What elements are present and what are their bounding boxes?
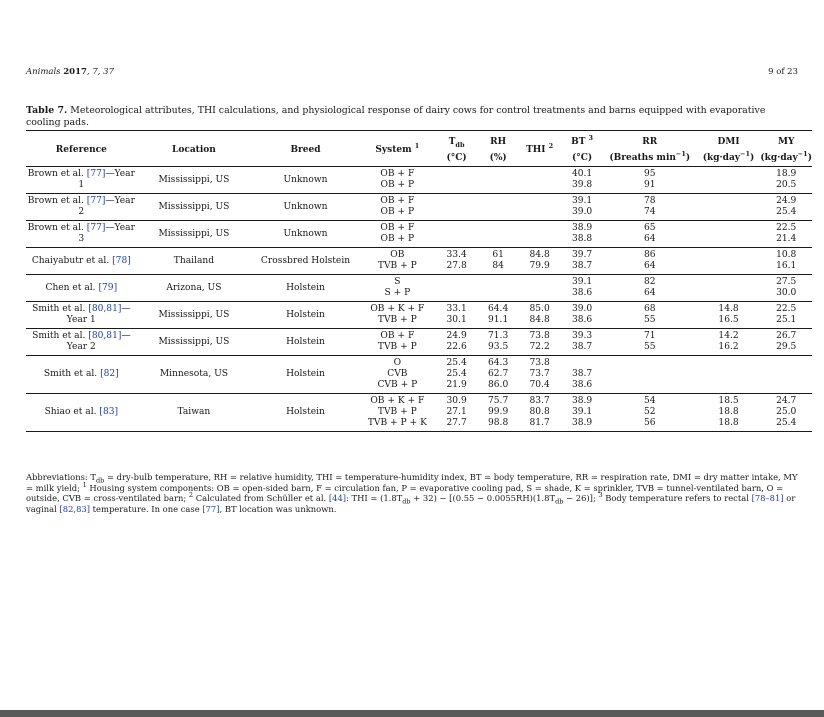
col-my: MY	[778, 136, 795, 147]
cell-rr: 65 64	[643, 223, 656, 244]
citation-link[interactable]: [82]	[100, 369, 119, 379]
col-rr: RR	[642, 136, 658, 147]
table-row	[26, 275, 812, 302]
cell-tdb: 25.4 25.4 21.9	[446, 358, 467, 390]
cell-reference: Smith et al. [80,81]—Year 1	[32, 304, 131, 325]
col-tdb: $T_{db}$	[448, 136, 465, 149]
citation-link[interactable]: [79]	[98, 282, 118, 293]
cell-tdb: 33.4 27.8	[446, 250, 467, 271]
table-row	[26, 194, 812, 221]
unit-rh: (%)	[489, 152, 507, 163]
citation-link[interactable]: [83]	[99, 407, 119, 417]
cell-dmi	[697, 167, 761, 194]
cell-breed: Holstein	[286, 309, 325, 320]
cell-tdb	[435, 275, 478, 302]
cell-system: S S + P	[384, 277, 411, 298]
cell-rh: 64.3 62.7 86.0	[487, 358, 509, 390]
cell-bt: 38.9 39.1 38.9	[571, 396, 593, 428]
citation-link[interactable]: [44]	[328, 493, 347, 503]
citation-link[interactable]: [77]	[202, 503, 220, 514]
cell-location: Arizona, US	[166, 282, 222, 293]
cell-tdb: 33.1 30.1	[446, 304, 467, 325]
cell-breed: Unknown	[283, 174, 328, 185]
cell-dmi	[697, 275, 761, 302]
cell-bt: 39.3 38.7	[571, 331, 593, 352]
cell-reference: Brown et al. [77]—Year 3	[27, 223, 135, 244]
cell-my: 22.5 25.1	[776, 304, 797, 325]
cell-my: 24.9 25.4	[776, 196, 797, 217]
unit-dmi: (kg·day$^{-1}$)	[702, 149, 755, 163]
cell-rr: 71 55	[643, 331, 656, 352]
table-row	[26, 329, 812, 356]
cell-breed: Unknown	[283, 228, 328, 239]
unit-my: (kg·day$^{-1}$)	[760, 149, 812, 163]
cell-my: 27.5 30.0	[776, 277, 797, 298]
cell-bt: 39.1 38.6	[571, 277, 593, 298]
col-location: Location	[172, 144, 216, 155]
page-header	[26, 67, 798, 77]
cell-bt: 39.1 39.0	[571, 196, 593, 217]
table-caption	[26, 105, 798, 129]
cell-bt: 38.9 38.8	[571, 223, 593, 244]
table-row	[26, 394, 812, 432]
cell-rr: 68 55	[643, 304, 656, 325]
journal-citation: Animals 2017, 7, 37	[26, 67, 114, 77]
table-row	[26, 356, 812, 394]
cell-rr: 86 64	[643, 250, 656, 271]
cell-thi: 84.8 79.9	[529, 250, 550, 271]
citation-link[interactable]: [77]	[86, 223, 106, 233]
cell-bt: 40.1 39.8	[571, 169, 593, 190]
cell-rh	[478, 167, 518, 194]
cell-location: Taiwan	[177, 407, 211, 417]
cell-tdb	[435, 167, 478, 194]
citation-link[interactable]: [80,81]	[88, 331, 122, 341]
cell-dmi	[697, 356, 761, 394]
unit-tdb: (°C)	[446, 152, 467, 163]
cell-thi: 73.8 73.7 70.4	[529, 358, 550, 390]
data-table	[26, 130, 812, 432]
col-thi: THI $^2$	[526, 141, 554, 155]
cell-system: OB TVB + P	[377, 250, 417, 271]
cell-rh	[478, 275, 518, 302]
citation-link[interactable]: [82,83]	[59, 503, 91, 514]
cell-rr: 95 91	[643, 169, 656, 190]
cell-system: OB + K + F TVB + P	[370, 304, 425, 325]
col-bt: BT $^3$	[571, 133, 594, 147]
caption-text: Meteorological attributes, THI calculations, and physiological response of dairy cows for control treatments and barns equipped with evaporative cooling pads.	[26, 105, 766, 128]
cell-thi: 73.8 72.2	[529, 331, 550, 352]
cell-reference: Chen et al. [79]	[45, 282, 118, 293]
cell-thi	[518, 275, 561, 302]
col-breed: Breed	[290, 144, 321, 155]
cell-breed: Holstein	[286, 369, 325, 379]
col-dmi: DMI	[717, 136, 740, 147]
cell-system: OB + F TVB + P	[377, 331, 417, 352]
cell-rh: 71.3 93.5	[487, 331, 509, 352]
cell-system: OB + F OB + P	[380, 169, 415, 190]
cell-location: Minnesota, US	[159, 369, 229, 379]
table-footnote: Abbreviations: $T_{db}$ = dry-bulb temperature, RH = relative humidity, THI = temperature-humidity index, BT = body temperature, RR = respiration rate, DMI = dry matter intake, MY = milk yield; $^1$ Housing system components: OB = open-sided barn, F = circulation fan, P = evaporative cooling pad, S = shade, K = sprinkler, TVB = tunnel-ventilated barn, O = outside, CVB = cross-ventilated barn; $^2$ Calculated from Schüller et al. [44]: THI = $(1.8T_{db} + 32) - [(0.55 - 0.0055RH)(1.8T_{db} - 26)]$; $^3$ Body temperature refers to rectal [78–81] or vaginal [82,83] temperature. In one case [77], BT location was unknown.	[26, 472, 798, 514]
cell-reference: Smith et al. [82]	[43, 369, 119, 379]
cell-rr: 54 52 56	[643, 396, 656, 428]
cell-rr: 78 74	[643, 196, 656, 217]
cell-reference: Brown et al. [77]—Year 2	[27, 196, 135, 217]
cell-breed: Unknown	[283, 201, 328, 212]
cell-location: Mississippi, US	[158, 336, 230, 347]
cell-system: O CVB CVB + P	[377, 358, 418, 390]
cell-rh: 64.4 91.1	[487, 304, 509, 325]
cell-breed: Holstein	[286, 336, 325, 347]
citation-link[interactable]: [78–81]	[751, 493, 784, 503]
table-row	[26, 302, 812, 329]
citation-link[interactable]: [80,81]	[88, 304, 122, 314]
unit-rr: (Breaths $\min^{-1}$)	[609, 149, 691, 163]
cell-my	[760, 356, 812, 394]
cell-rr: 82 64	[643, 277, 656, 298]
cell-system: OB + F OB + P	[380, 196, 415, 217]
cell-dmi	[697, 248, 761, 275]
cell-thi	[518, 221, 561, 248]
cell-my: 18.9 20.5	[776, 169, 797, 190]
cell-location: Thailand	[173, 255, 215, 266]
cell-my: 26.7 29.5	[776, 331, 797, 352]
cell-dmi	[697, 194, 761, 221]
cell-my: 24.7 25.0 25.4	[776, 396, 797, 428]
cell-breed: Holstein	[286, 282, 325, 293]
cell-my: 10.8 16.1	[776, 250, 797, 271]
cell-bt: 39.0 38.6	[571, 304, 593, 325]
citation-link[interactable]: [77]	[86, 196, 106, 206]
col-system: System $^1$	[375, 141, 420, 155]
cell-tdb: 24.9 22.6	[446, 331, 467, 352]
col-reference: Reference	[55, 144, 107, 155]
cell-dmi: 14.2 16.2	[718, 331, 739, 352]
cell-breed: Holstein	[286, 407, 325, 417]
cell-rh: 75.7 99.9 98.8	[487, 396, 509, 428]
table-row	[26, 221, 812, 248]
unit-bt: (°C)	[572, 152, 593, 163]
cell-thi: 83.7 80.8 81.7	[529, 396, 550, 428]
cell-thi	[518, 167, 561, 194]
cell-tdb: 30.9 27.1 27.7	[446, 396, 467, 428]
cell-dmi	[697, 221, 761, 248]
cell-dmi: 18.5 18.8 18.8	[718, 396, 739, 428]
cell-rh	[478, 194, 518, 221]
cell-reference: Smith et al. [80,81]—Year 2	[32, 331, 131, 352]
cell-bt: 38.7 38.6	[571, 369, 593, 390]
cell-system: OB + F OB + P	[380, 223, 415, 244]
cell-tdb	[435, 194, 478, 221]
cell-reference: Shiao et al. [83]	[44, 407, 119, 417]
viewer-bottom-bar	[0, 710, 824, 717]
table-row	[26, 167, 812, 194]
cell-breed: Crossbred Holstein	[260, 255, 351, 266]
cell-thi: 85.0 84.8	[529, 304, 550, 325]
cell-rh	[478, 221, 518, 248]
cell-tdb	[435, 221, 478, 248]
col-rh: RH	[490, 136, 507, 147]
cell-dmi: 14.8 16.5	[718, 304, 739, 325]
cell-reference: Chaiyabutr et al. [78]	[31, 255, 131, 266]
cell-thi	[518, 194, 561, 221]
cell-bt: 39.7 38.7	[571, 250, 593, 271]
table-label: Table 7.	[26, 105, 68, 116]
cell-location: Mississippi, US	[158, 174, 230, 185]
cell-my: 22.5 21.4	[776, 223, 797, 244]
cell-rh: 61 84	[492, 250, 504, 271]
cell-location: Mississippi, US	[158, 201, 230, 212]
table-row	[26, 248, 812, 275]
table-body	[26, 167, 812, 432]
citation-link[interactable]: [77]	[86, 169, 106, 179]
cell-location: Mississippi, US	[158, 228, 230, 239]
page-number: 9 of 23	[768, 67, 798, 77]
citation-link[interactable]: [78]	[112, 255, 131, 266]
cell-location: Mississippi, US	[158, 309, 230, 320]
cell-system: OB + K + F TVB + P TVB + P + K	[367, 396, 427, 428]
cell-rr	[603, 356, 697, 394]
cell-reference: Brown et al. [77]—Year 1	[27, 169, 135, 190]
